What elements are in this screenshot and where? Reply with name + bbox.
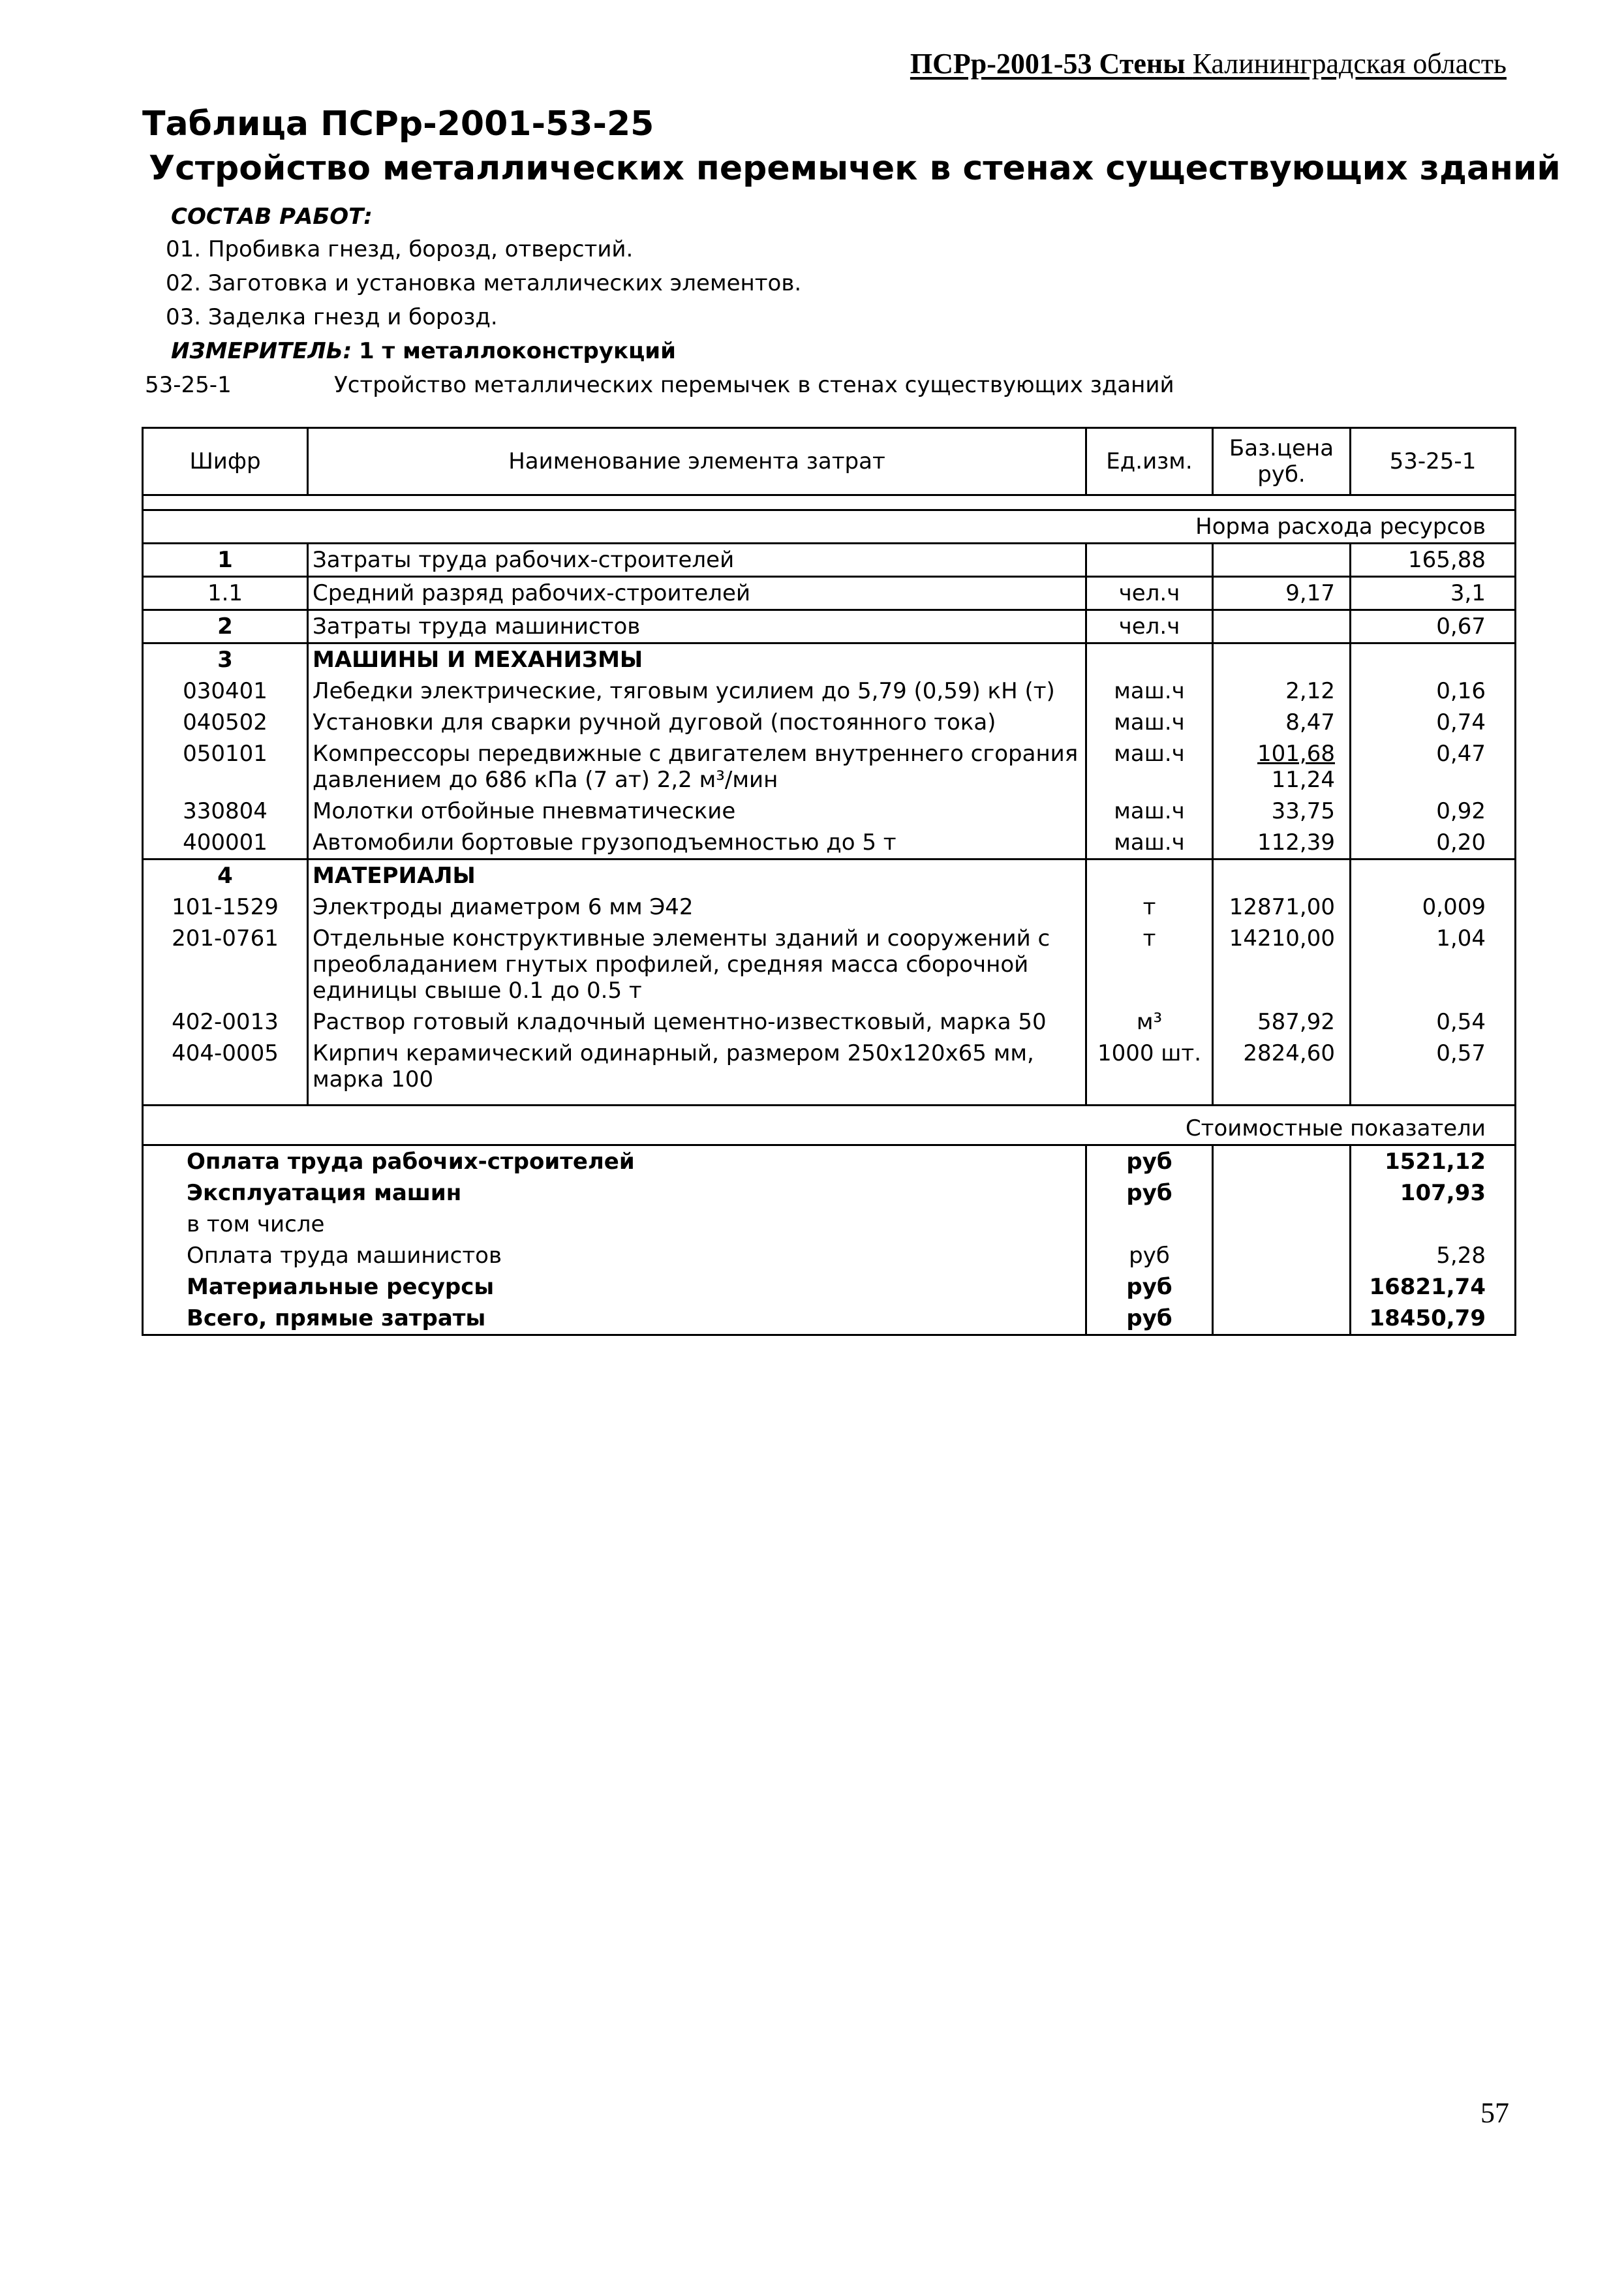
row-value: 0,54 — [1351, 1006, 1516, 1038]
table-row — [143, 675, 1516, 707]
row-name-line1: Компрессоры передвижные с двигателем внутреннего сгорания — [313, 741, 1079, 767]
row-name: Молотки отбойные пневматические — [308, 796, 1086, 827]
table-row — [143, 796, 1516, 827]
table-row — [143, 827, 1516, 860]
row-code: 201-0761 — [172, 925, 279, 952]
cost-row — [143, 1177, 1516, 1209]
row-unit: маш.ч — [1086, 707, 1213, 738]
row-name: Раствор готовый кладочный цементно-известковый, марка 50 — [308, 1006, 1086, 1038]
row-code: 402-0013 — [172, 1009, 279, 1035]
cost-name: Оплата труда рабочих-строителей — [143, 1145, 1086, 1178]
row-price — [1213, 544, 1351, 577]
row-price-line1: 101,68 — [1257, 741, 1335, 767]
composition-item: 01. Пробивка гнезд, борозд, отверстий. — [166, 236, 634, 262]
row-unit: м³ — [1086, 1006, 1213, 1038]
row-price: 12871,00 — [1213, 891, 1351, 923]
row-value: 0,74 — [1351, 707, 1516, 738]
row-value: 0,009 — [1351, 891, 1516, 923]
cost-label: Стоимостные показатели — [143, 1106, 1516, 1145]
page-number: 57 — [1480, 2097, 1509, 2129]
table-subtitle: Устройство металлических перемычек в стенах существующих зданий — [149, 149, 1561, 188]
row-code: 404-0005 — [172, 1040, 279, 1066]
section-row — [143, 860, 1516, 892]
row-name-line2: давлением до 686 кПа (7 ат) 2,2 м³/мин — [313, 767, 778, 793]
row-name-line3: единицы свыше 0.1 до 0.5 т — [313, 978, 642, 1004]
norm-label: Норма расхода ресурсов — [143, 510, 1516, 544]
meter-label: ИЗМЕРИТЕЛЬ: — [171, 338, 352, 364]
cost-row — [143, 1145, 1516, 1178]
row-value: 1,04 — [1351, 923, 1516, 1006]
row-price: 9,17 — [1213, 577, 1351, 610]
row-unit: маш.ч — [1086, 827, 1213, 860]
composition-item: 02. Заготовка и установка металлических элементов. — [166, 270, 802, 296]
cost-row — [143, 1303, 1516, 1335]
cost-name: Эксплуатация машин — [187, 1180, 462, 1206]
row-value: 0,67 — [1351, 610, 1516, 643]
row-value: 0,16 — [1351, 675, 1516, 707]
header-price-line1: Баз.цена — [1229, 435, 1334, 461]
row-code: 2 — [143, 610, 308, 643]
section-row — [143, 643, 1516, 676]
table-title: Таблица ПСРр-2001-53-25 — [142, 104, 654, 144]
cost-row — [143, 1209, 1516, 1240]
row-name: Установки для сварки ручной дуговой (постоянного тока) — [308, 707, 1086, 738]
table-header-row — [143, 428, 1516, 495]
row-unit: чел.ч — [1086, 577, 1213, 610]
row-price — [1213, 738, 1351, 796]
row-price: 14210,00 — [1213, 923, 1351, 1006]
row-name: Затраты труда рабочих-строителей — [308, 544, 1086, 577]
row-code: 050101 — [183, 741, 268, 767]
row-code: 1.1 — [143, 577, 308, 610]
cost-name: Оплата труда машинистов — [187, 1243, 502, 1269]
cost-unit: руб — [1086, 1145, 1213, 1178]
header-column: 53-25-1 — [1351, 428, 1516, 495]
meter-line — [171, 338, 676, 364]
cost-value: 16821,74 — [1351, 1271, 1516, 1303]
header-price — [1213, 428, 1351, 495]
row-value: 165,88 — [1351, 544, 1516, 577]
row-value: 3,1 — [1351, 577, 1516, 610]
row-price: 112,39 — [1213, 827, 1351, 860]
row-name: Электроды диаметром 6 мм Э42 — [308, 891, 1086, 923]
composition-item: 03. Заделка гнезд и борозд. — [166, 304, 498, 330]
table-row — [143, 610, 1516, 643]
cost-unit: руб — [1086, 1177, 1213, 1209]
norm-label-row — [143, 510, 1516, 544]
subtable-name: Устройство металлических перемычек в стенах существующих зданий — [334, 372, 1174, 398]
row-unit: 1000 шт. — [1086, 1038, 1213, 1095]
composition-label: СОСТАВ РАБОТ: — [171, 204, 373, 230]
resource-table — [142, 427, 1514, 1336]
row-unit: т — [1086, 891, 1213, 923]
row-unit: маш.ч — [1086, 738, 1213, 796]
row-code: 1 — [143, 544, 308, 577]
cost-value: 107,93 — [1351, 1177, 1516, 1209]
running-header — [910, 47, 1507, 80]
row-value: 0,92 — [1351, 796, 1516, 827]
row-name: Лебедки электрические, тяговым усилием до 5,79 (0,59) кН (т) — [308, 675, 1086, 707]
table-row — [143, 891, 1516, 923]
row-name — [308, 738, 1086, 796]
cost-name: Всего, прямые затраты — [187, 1305, 486, 1331]
cost-unit: руб — [1086, 1240, 1213, 1271]
header-name: Наименование элемента затрат — [308, 428, 1086, 495]
row-price: 33,75 — [1213, 796, 1351, 827]
cost-name: Материальные ресурсы — [187, 1274, 495, 1300]
section-title: МАШИНЫ И МЕХАНИЗМЫ — [308, 643, 1086, 676]
header-unit: Ед.изм. — [1086, 428, 1213, 495]
row-name: Затраты труда машинистов — [308, 610, 1086, 643]
header-price-line2: руб. — [1257, 461, 1306, 488]
spacer-row — [143, 495, 1516, 510]
row-price-line2: 11,24 — [1271, 767, 1335, 793]
subtable-code: 53-25-1 — [145, 372, 232, 398]
row-name — [308, 1038, 1086, 1095]
row-name-line1: Кирпич керамический одинарный, размером 250х120х65 мм, — [313, 1040, 1034, 1066]
row-unit: маш.ч — [1086, 675, 1213, 707]
cost-unit — [1086, 1209, 1213, 1240]
cost-row — [143, 1271, 1516, 1303]
row-value: 0,47 — [1351, 738, 1516, 796]
row-unit: маш.ч — [1086, 796, 1213, 827]
table-row — [143, 707, 1516, 738]
cost-value: 1521,12 — [1351, 1145, 1516, 1178]
cost-value — [1351, 1209, 1516, 1240]
row-code: 400001 — [183, 829, 268, 856]
row-code: 3 — [143, 643, 308, 676]
section-title: МАТЕРИАЛЫ — [308, 860, 1086, 892]
table-row — [143, 577, 1516, 610]
row-unit: т — [1086, 923, 1213, 1006]
row-code: 101-1529 — [172, 894, 279, 920]
table-row — [143, 738, 1516, 796]
row-name: Средний разряд рабочих-строителей — [308, 577, 1086, 610]
row-name-line2: преобладанием гнутых профилей, средняя масса сборочной — [313, 952, 1029, 978]
row-value: 0,20 — [1351, 827, 1516, 860]
row-unit: чел.ч — [1086, 610, 1213, 643]
row-code: 4 — [143, 860, 308, 892]
row-value: 0,57 — [1351, 1038, 1516, 1095]
cost-unit: руб — [1086, 1303, 1213, 1335]
cost-label-row — [143, 1106, 1516, 1145]
header-region: Калининградская область — [1192, 48, 1507, 80]
cost-value: 18450,79 — [1351, 1303, 1516, 1335]
spacer-row — [143, 1095, 1516, 1106]
table-row — [143, 923, 1516, 1006]
row-price: 2824,60 — [1213, 1038, 1351, 1095]
header-code: Шифр — [143, 428, 308, 495]
row-code: 040502 — [183, 709, 268, 736]
row-code: 330804 — [183, 798, 268, 824]
row-price: 8,47 — [1213, 707, 1351, 738]
row-price: 587,92 — [1213, 1006, 1351, 1038]
cost-row — [143, 1240, 1516, 1271]
row-name — [308, 923, 1086, 1006]
meter-value: 1 т металлоконструкций — [359, 338, 676, 364]
row-unit — [1086, 544, 1213, 577]
cost-unit: руб — [1086, 1271, 1213, 1303]
row-name-line2: марка 100 — [313, 1066, 434, 1092]
table-row — [143, 544, 1516, 577]
row-code: 030401 — [183, 678, 268, 704]
row-name: Автомобили бортовые грузоподъемностью до 5 т — [308, 827, 1086, 860]
row-price: 2,12 — [1213, 675, 1351, 707]
row-price — [1213, 610, 1351, 643]
cost-name: в том числе — [187, 1211, 325, 1237]
table-row — [143, 1006, 1516, 1038]
table-row — [143, 1038, 1516, 1095]
header-code: ПСРр-2001-53 Стены — [910, 48, 1186, 80]
cost-value: 5,28 — [1351, 1240, 1516, 1271]
row-name-line1: Отдельные конструктивные элементы зданий и сооружений с — [313, 925, 1050, 952]
